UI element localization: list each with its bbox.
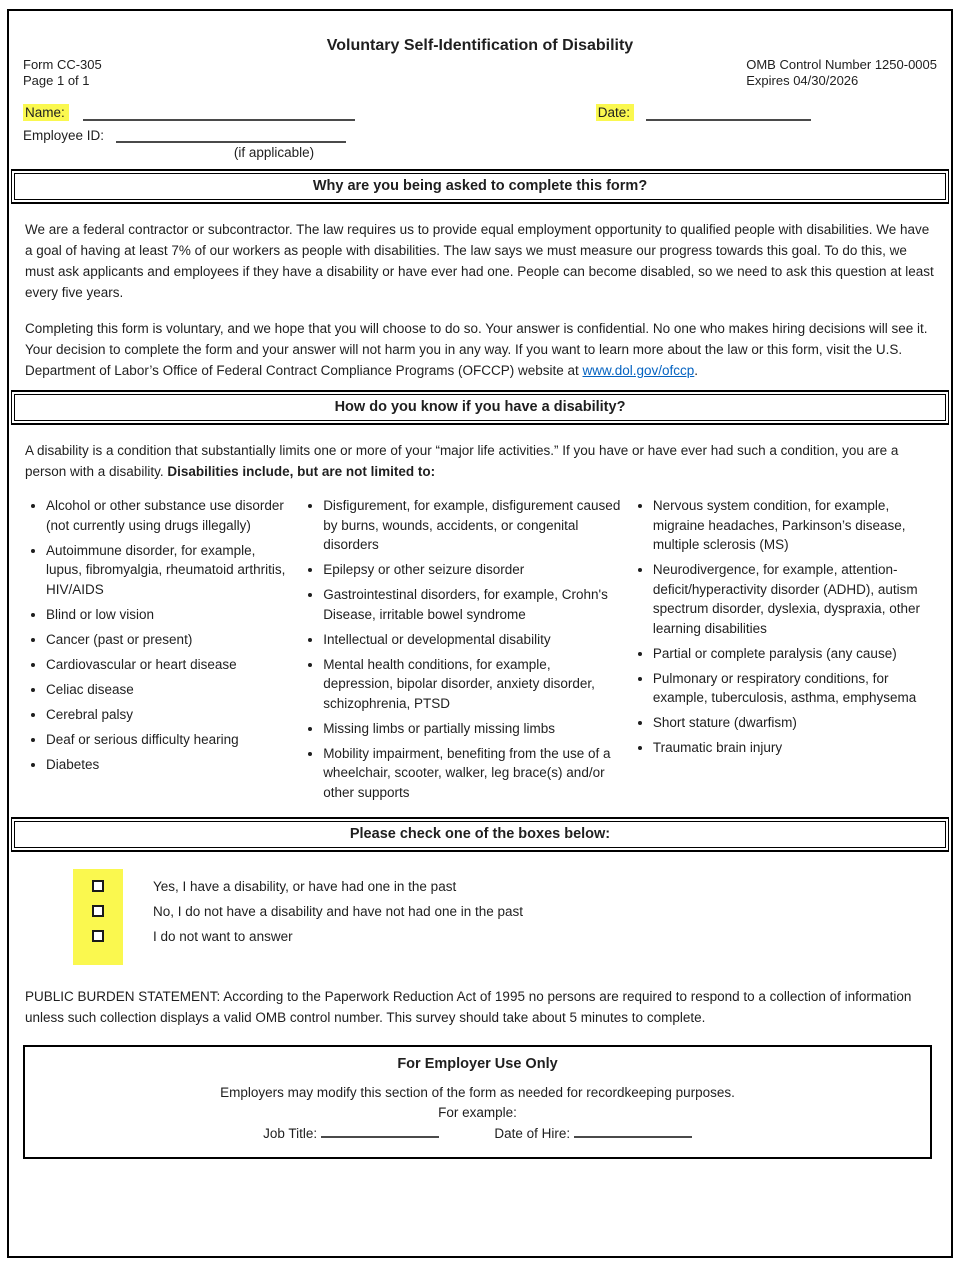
date-label: Date: — [596, 104, 634, 121]
list-item: • Epilepsy or other seizure disorder — [323, 560, 623, 580]
checkbox-yes-label: Yes, I have a disability, or have had one in the past — [153, 878, 457, 894]
list-item: • Blind or low vision — [46, 605, 293, 625]
list-item: • Disfigurement, for example, disfigurement caused by burns, wounds, accidents, or congenital disorders — [323, 496, 623, 555]
list-item: • Cerebral palsy — [46, 705, 293, 725]
employee-id-label: Employee ID: — [23, 128, 105, 143]
checkbox-highlight-strip — [73, 869, 123, 965]
form-number: Form CC-305 — [23, 57, 102, 72]
list-item: • Celiac disease — [46, 680, 293, 700]
list-item: • Cancer (past or present) — [46, 630, 293, 650]
why-paragraph-2-period: . — [694, 363, 699, 378]
disability-definition-text: A disability is a condition that substantially limits one or more of your “major life activities.” If you have or have ever had such a condition, you are a person with a disability. — [25, 443, 899, 479]
list-item: • Deaf or serious difficulty hearing — [46, 730, 293, 750]
form-meta-left — [23, 57, 102, 89]
disability-list — [9, 496, 951, 808]
list-item: • Gastrointestinal disorders, for example, Crohn's Disease, irritable bowel syndrome — [323, 585, 623, 624]
list-item: • Mental health conditions, for example, depression, bipolar disorder, anxiety disorder, schizophrenia, PTSD — [323, 655, 623, 714]
list-item: • Diabetes — [46, 755, 293, 775]
list-item: • Short stature (dwarfism) — [653, 713, 935, 733]
disability-list-column-1 — [25, 496, 293, 808]
ofccp-link[interactable]: www.dol.gov/ofccp — [582, 363, 695, 378]
list-item: • Autoimmune disorder, for example, lupus, fibromyalgia, rheumatoid arthritis, HIV/AIDS — [46, 541, 293, 600]
disability-definition — [9, 440, 951, 482]
disability-list-column-2 — [302, 496, 623, 808]
form-meta-right — [746, 57, 937, 89]
list-item: • Traumatic brain injury — [653, 738, 935, 758]
why-paragraph-1: We are a federal contractor or subcontractor. The law requires us to provide equal employment opportunity to qualified people with disabilities. We have a goal of having at least 7% of our workers as people with disabilities. The law says we must measure our progress towards this goal. To do this, we must ask applicants and employees if they have a disability or have ever had one. People can become disabled, so we need to ask this question at least every five years. — [25, 222, 934, 300]
list-item: • Nervous system condition, for example, migraine headaches, Parkinson’s disease, multiple sclerosis (MS) — [653, 496, 935, 555]
employee-id-input-line[interactable] — [116, 127, 346, 143]
list-item: • Partial or complete paralysis (any cause) — [653, 644, 935, 664]
list-item: • Missing limbs or partially missing limbs — [323, 719, 623, 739]
employer-use-line2: For example: — [438, 1104, 517, 1120]
employee-id-note: (if applicable) — [233, 145, 315, 160]
job-title-label: Job Title: — [263, 1125, 318, 1141]
checkbox-no-answer[interactable] — [92, 930, 104, 942]
list-item: • Intellectual or developmental disability — [323, 630, 623, 650]
section-header-how — [11, 390, 949, 425]
list-item: • Neurodivergence, for example, attention-deficit/hyperactivity disorder (ADHD), autism spectrum disorder, dyslexia, dyspraxia, other learning disabilities — [653, 560, 935, 638]
checkbox-no-label: No, I do not have a disability and have not had one in the past — [153, 903, 524, 919]
name-label: Name: — [23, 104, 69, 121]
list-item: • Mobility impairment, benefiting from the use of a wheelchair, scooter, walker, leg brace(s) and/or other supports — [323, 744, 623, 803]
list-item: • Cardiovascular or heart disease — [46, 655, 293, 675]
why-paragraph-2-text: Completing this form is voluntary, and we hope that you will choose to do so. Your answer is confidential. No one who makes hiring decisions will see it. Your decision to complete the form and your answer will not harm you in any way. If you want to learn more about the law or this form, visit the U.S. Department of Labor’s Office of Federal Contract Compliance Programs (OFCCP) website at — [25, 321, 928, 378]
date-of-hire-label: Date of Hire: — [494, 1125, 571, 1141]
job-title-input-line[interactable] — [321, 1124, 439, 1138]
employer-fields-row — [25, 1124, 930, 1144]
why-paragraph-2 — [9, 318, 951, 381]
public-burden-statement: PUBLIC BURDEN STATEMENT: According to the Paperwork Reduction Act of 1995 no persons are required to respond to a collection of information unless such collection displays a valid OMB control number. This survey should take about 5 minutes to complete. — [25, 988, 912, 1025]
disability-list-column-3 — [632, 496, 935, 808]
section-header-check — [11, 817, 949, 852]
name-date-row — [9, 102, 951, 121]
checkbox-group — [73, 869, 951, 965]
checkbox-no-disability[interactable] — [92, 905, 104, 917]
employer-use-box — [23, 1045, 932, 1159]
date-of-hire-input-line[interactable] — [574, 1124, 692, 1138]
section-header-how-text: How do you know if you have a disability? — [14, 394, 946, 421]
page-info: Page 1 of 1 — [23, 73, 90, 88]
list-item: • Alcohol or other substance use disorder (not currently using drugs illegally) — [46, 496, 293, 535]
disability-definition-bold: Disabilities include, but are not limited to: — [167, 464, 436, 479]
section-header-why — [11, 169, 949, 204]
employer-use-title: For Employer Use Only — [397, 1055, 558, 1072]
section-header-check-text: Please check one of the boxes below: — [14, 821, 946, 848]
checkbox-no-answer-label: I do not want to answer — [153, 928, 293, 944]
page-title: Voluntary Self-Identification of Disability — [326, 37, 634, 54]
form-page — [7, 9, 953, 1258]
expiration-date: Expires 04/30/2026 — [746, 73, 859, 88]
list-item: • Pulmonary or respiratory conditions, for example, tuberculosis, asthma, emphysema — [653, 669, 935, 708]
employer-use-line1: Employers may modify this section of the form as needed for recordkeeping purposes. — [220, 1084, 735, 1100]
checkbox-yes-disability[interactable] — [92, 880, 104, 892]
date-group — [596, 104, 811, 121]
employee-id-row — [9, 124, 951, 143]
checkbox-labels — [123, 869, 523, 965]
name-input-line[interactable] — [83, 105, 355, 121]
omb-control-number: OMB Control Number 1250-0005 — [746, 57, 937, 72]
section-header-why-text: Why are you being asked to complete this form? — [14, 173, 946, 200]
date-input-line[interactable] — [646, 105, 811, 121]
form-meta-row — [9, 57, 951, 89]
